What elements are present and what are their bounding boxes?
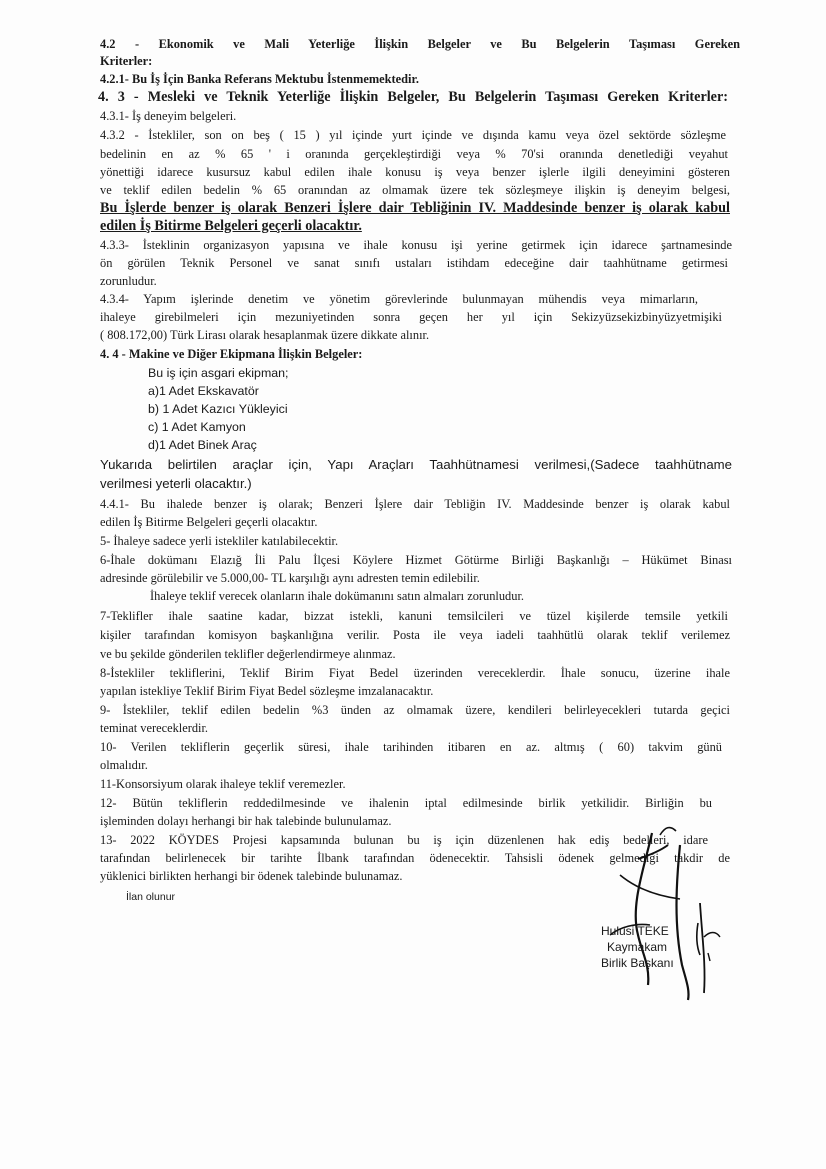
item-8-line-1: 8-İstekliler tekliflerini, Teklif Birim Fiyat Bedel üzerinden vereceklerdir. İhale sonucu, üzerine ihale — [100, 666, 730, 680]
section-4-3-2-line-1: 4.3.2 - İstekliler, son on beş ( 15 ) yıl içinde yurt içinde ve dışında kamu veya özel sektörde sözleşme — [100, 128, 726, 142]
item-9-line-2: teminat vereceklerdir. — [100, 721, 209, 735]
item-13-line-2: tarafından belirlenecek bir tarihte İlbank tarafından ödenecektir. Tahsisli ödenek gelmediği takdir de — [100, 851, 730, 865]
signatory-role: Birlik Başkanı — [601, 956, 674, 970]
item-6-line-2: adresinde görülebilir ve 5.000,00- TL karşılığı aynı adresten temin edilebilir. — [100, 571, 480, 585]
section-4-3-4-line-2: ihaleye girebilmeleri için mezuniyetinden sonra geçen her yıl için Sekizyüzsekizbinyüzyetmişiki — [100, 310, 722, 324]
signatory-name: Hulusi TEKE — [601, 924, 669, 938]
section-4-3-3-line-2: ön görülen Teknik Personel ve sanat sınıfı ustaları istihdam edeceğine dair taahhütname getirmesi — [100, 256, 728, 270]
ilan-olunur: İlan olunur — [126, 891, 176, 903]
section-4-3-2-line-5: Bu İşlerde benzer iş olarak Benzeri İşlere dair Tebliğinin IV. Maddesinde benzer iş olarak kabul — [100, 200, 730, 216]
item-7-line-1: 7-Teklifler ihale saatine kadar, bizzat istekli, kanuni temsilcileri ve tüzel kişilerde temsile yetkili — [100, 609, 728, 623]
item-10-line-2: olmalıdır. — [100, 758, 148, 772]
item-12-line-2: işleminden dolayı herhangi bir hak talebinde bulunulamaz. — [100, 814, 392, 828]
equipment-item-a: a)1 Adet Ekskavatör — [148, 384, 259, 398]
section-4-4-heading: 4. 4 - Makine ve Diğer Ekipmana İlişkin Belgeler: — [100, 347, 363, 361]
item-13-line-3: yüklenici birlikten herhangi bir ödenek talebinde bulunamaz. — [100, 869, 403, 883]
section-4-3-4-line-1: 4.3.4- Yapım işlerinde denetim ve yönetim görevlerinde bulunmayan mühendis veya mimarların, — [100, 292, 698, 306]
item-11: 11-Konsorsiyum olarak ihaleye teklif veremezler. — [100, 777, 346, 791]
section-4-3-4-line-3: ( 808.172,00) Türk Lirası olarak hesaplanmak üzere dikkate alınır. — [100, 328, 430, 342]
item-12-line-1: 12- Bütün tekliflerin reddedilmesinde ve ihalenin iptal edilmesinde birlik yetkilidir. Birliğin bu — [100, 796, 712, 810]
section-4-3-heading: 4. 3 - Mesleki ve Teknik Yeterliğe İlişkin Belgeler, Bu Belgelerin Taşıması Gereken Kriterler: — [98, 89, 728, 105]
item-13-line-1: 13- 2022 KÖYDES Projesi kapsamında bulunan bu iş için düzenlenen hak ediş bedelleri, idare — [100, 833, 708, 847]
signature-scribble — [590, 815, 730, 1005]
section-4-2-heading: 4.2 - Ekonomik ve Mali Yeterliğe İlişkin Belgeler ve Bu Belgelerin Taşıması Gereken — [100, 37, 740, 51]
vehicles-commitment-line-2: verilmesi yeterli olacaktır.) — [100, 476, 252, 491]
section-4-4-1-line-2: edilen İş Bitirme Belgeleri geçerli olacaktır. — [100, 515, 318, 529]
section-4-3-2-line-6: edilen İş Bitirme Belgeleri geçerli olacaktır. — [100, 218, 362, 234]
section-4-3-3-line-3: zorunludur. — [100, 274, 157, 288]
initials-mark — [690, 915, 730, 965]
section-4-4-1-line-1: 4.4.1- Bu ihalede benzer iş olarak; Benzeri İşlere dair Tebliğin IV. Maddesinde benzer iş olarak kabul — [100, 497, 730, 511]
item-5: 5- İhaleye sadece yerli istekliler katılabilecektir. — [100, 534, 339, 548]
item-10-line-1: 10- Verilen tekliflerin geçerlik süresi, ihale tarihinden itibaren en az. altmış ( 60) takvim günü — [100, 740, 722, 754]
equipment-intro: Bu iş için asgari ekipman; — [148, 366, 289, 380]
section-4-3-2-line-3: yönettiği idarece kusursuz kabul edilen ihale konusu iş veya benzer işlerle ilgili deneyimini gösteren — [100, 165, 730, 179]
item-7-line-2: kişiler tarafından komisyon başkanlığına verilir. Posta ile veya iadeli taahhütlü olarak teklif verilemez — [100, 628, 730, 642]
vehicles-commitment-line-1: Yukarıda belirtilen araçlar için, Yapı Araçları Taahhütnamesi verilmesi,(Sadece taahhütname — [100, 457, 732, 472]
section-4-3-3-line-1: 4.3.3- İsteklinin organizasyon yapısına ve ihale konusu işi yerine getirmek için idarece şartnamesinde — [100, 238, 732, 252]
item-6-line-3: İhaleye teklif verecek olanların ihale dokümanını satın almaları zorunludur. — [150, 589, 524, 603]
equipment-item-d: d)1 Adet Binek Araç — [148, 438, 257, 452]
equipment-item-b: b) 1 Adet Kazıcı Yükleyici — [148, 402, 288, 416]
item-9-line-1: 9- İstekliler, teklif edilen bedelin %3 ünden az olmamak üzere, kendileri belirleyecekleri tutarda geçici — [100, 703, 730, 717]
section-4-3-1: 4.3.1- İş deneyim belgeleri. — [100, 109, 237, 123]
item-6-line-1: 6-İhale dokümanı Elazığ İli Palu İlçesi Köylere Hizmet Götürme Birliği Başkanlığı – Hükümet Binası — [100, 553, 732, 567]
signatory-title: Kaymakam — [607, 940, 668, 954]
item-8-line-2: yapılan istekliye Teklif Birim Fiyat Bedel sözleşme imzalanacaktır. — [100, 684, 434, 698]
section-4-2-heading-cont: Kriterler: — [100, 54, 153, 68]
section-4-2-1: 4.2.1- Bu İş İçin Banka Referans Mektubu İstenmemektedir. — [100, 72, 419, 86]
section-4-3-2-line-2: bedelinin en az % 65 ' i oranında gerçekleştirdiği veya % 70'si oranında denetlediği veyahut — [100, 147, 728, 161]
equipment-item-c: c) 1 Adet Kamyon — [148, 420, 246, 434]
item-7-line-3: ve bu şekilde gönderilen teklifler değerlendirmeye alınmaz. — [100, 647, 396, 661]
section-4-3-2-line-4: ve teklif edilen bedelin % 65 oranından az olmamak üzere tek sözleşmeye ilişkin iş deneyim belgesi, — [100, 183, 730, 197]
